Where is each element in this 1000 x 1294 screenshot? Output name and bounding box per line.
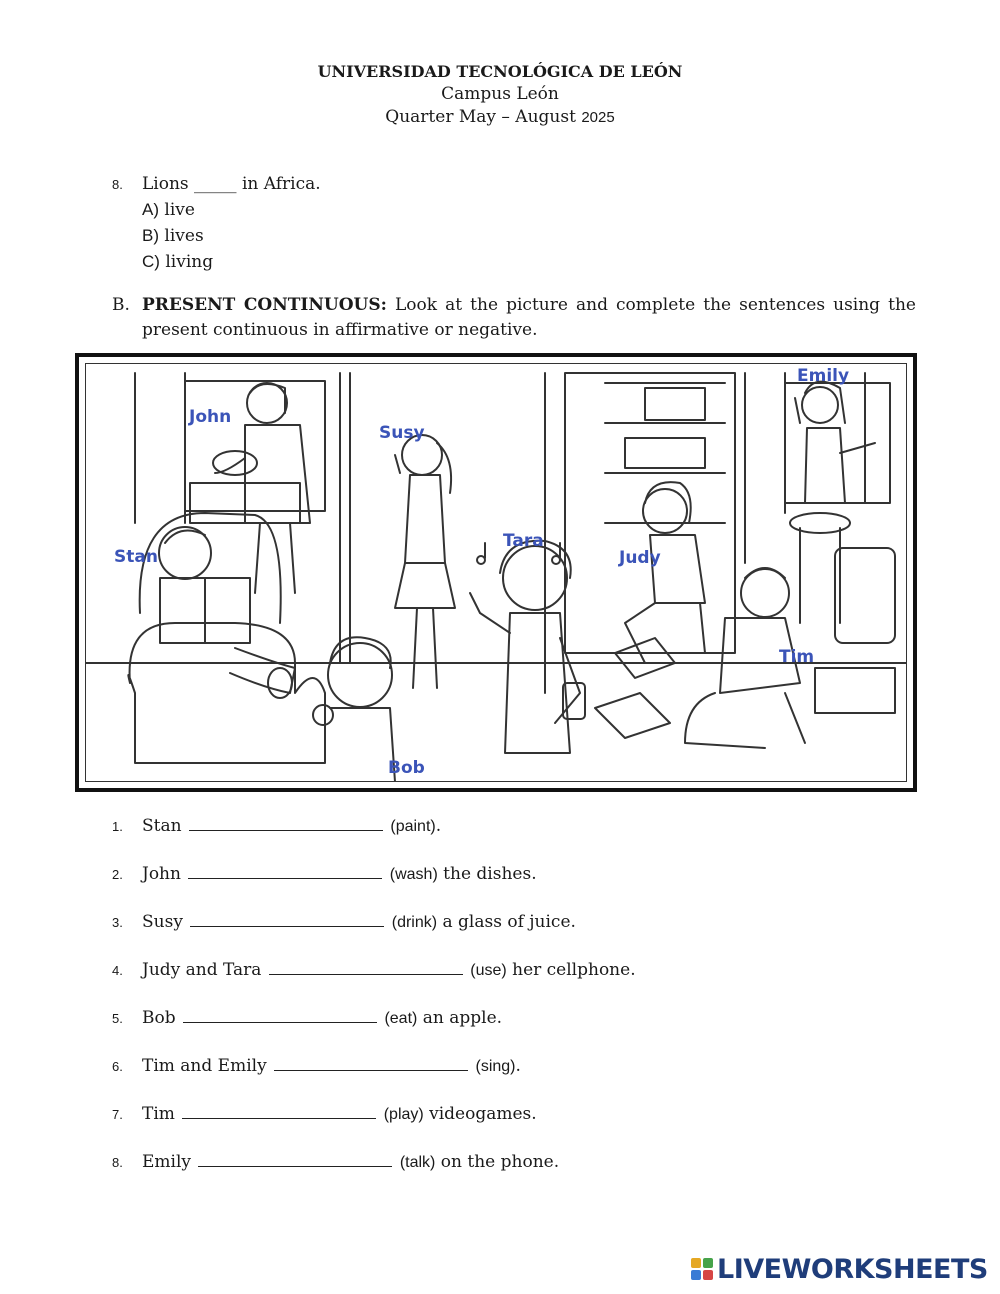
label-tara: Tara	[503, 531, 544, 551]
section-label: B.	[112, 295, 130, 315]
liveworksheets-logo[interactable]	[691, 1254, 988, 1284]
option-a[interactable]: A) live	[142, 200, 195, 220]
label-john: John	[189, 407, 232, 427]
section-title: PRESENT CONTINUOUS:	[142, 295, 387, 315]
document-header	[0, 60, 1000, 129]
campus-name: Campus León	[441, 84, 559, 104]
scene-picture	[75, 353, 917, 792]
answer-blank[interactable]	[269, 957, 463, 975]
option-c[interactable]: C) living	[142, 252, 214, 272]
question-stem: Lions _____ in Africa.	[142, 174, 321, 194]
answer-blank[interactable]	[274, 1053, 468, 1071]
option-b[interactable]: B) lives	[142, 226, 204, 246]
logo-text: LIVEWORKSHEETS	[717, 1253, 988, 1285]
label-stan: Stan	[114, 547, 158, 567]
logo-mark-icon	[691, 1258, 713, 1280]
section-b-instructions	[112, 293, 916, 343]
label-judy: Judy	[619, 548, 661, 568]
section-instruction: Look at the picture and complete the sentences using the present continuous in affirmative or negative.	[142, 295, 916, 340]
quarter-text: Quarter May – August	[385, 107, 576, 127]
answer-blank[interactable]	[190, 909, 384, 927]
label-bob: Bob	[388, 758, 425, 778]
label-tim: Tim	[779, 647, 815, 667]
question-number: 8.	[112, 177, 123, 192]
answer-blank[interactable]	[188, 861, 382, 879]
year-text: 2025	[581, 109, 615, 126]
question-8	[112, 172, 321, 275]
answer-blank[interactable]	[182, 1101, 376, 1119]
answer-blank[interactable]	[183, 1005, 377, 1023]
quarter-line	[0, 106, 1000, 129]
answer-blank[interactable]	[198, 1149, 392, 1167]
university-name: UNIVERSIDAD TECNOLÓGICA DE LEÓN	[317, 62, 683, 81]
label-susy: Susy	[379, 423, 425, 443]
answer-blank[interactable]	[189, 813, 383, 831]
label-emily: Emily	[797, 366, 850, 386]
